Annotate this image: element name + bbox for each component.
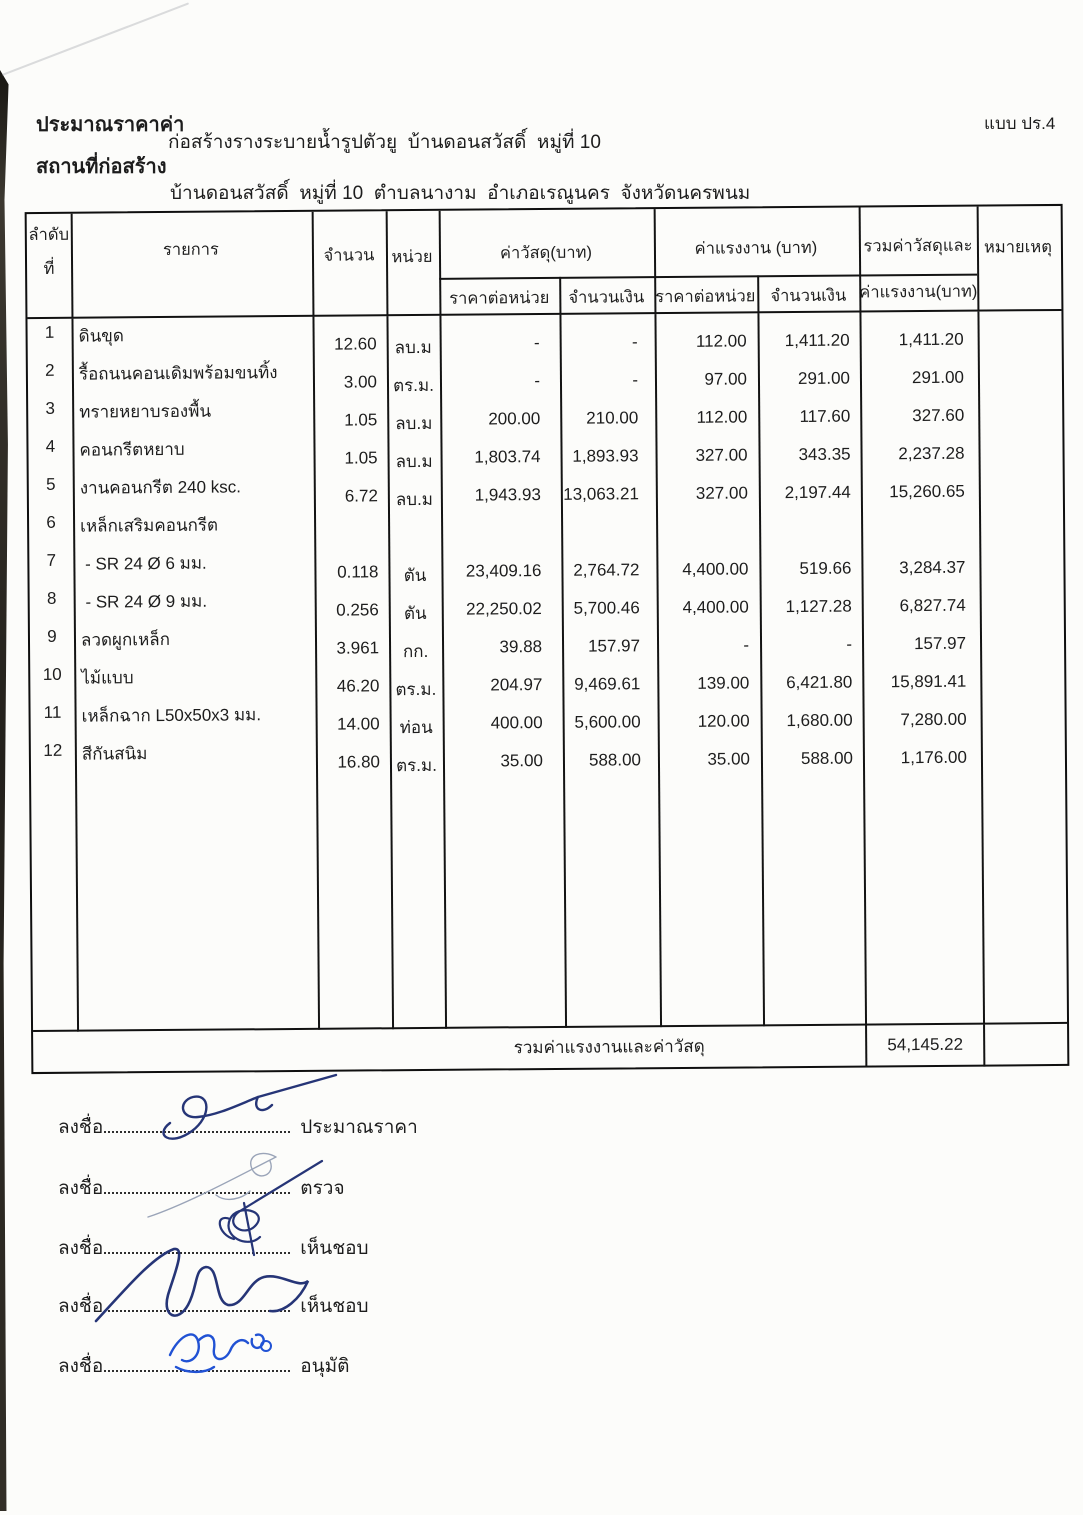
- cell-total: 3,284.37: [899, 557, 966, 578]
- cell-mat_amt: 2,764.72: [573, 560, 640, 580]
- cell-note: [979, 465, 1063, 504]
- cell-mat_unit: 39.88: [499, 637, 543, 657]
- signature-dotted-line: [104, 1189, 290, 1194]
- cell-mat_unit: 22,250.02: [466, 599, 542, 619]
- cell-item: - SR 24 Ø 6 มม.: [80, 553, 207, 574]
- cell-no: 12: [43, 740, 63, 760]
- cell-note: [978, 389, 1062, 428]
- cell-unit: ลบ.ม: [395, 413, 433, 434]
- header-material-unit-price: ราคาต่อหน่วย: [449, 288, 550, 308]
- grand-total-note: [983, 1024, 1067, 1067]
- cell-total: 291.00: [911, 367, 965, 388]
- cell-no: 2: [45, 360, 55, 380]
- cell-item: - SR 24 Ø 9 มม.: [80, 591, 208, 612]
- table-row: [31, 731, 1065, 777]
- cell-no: 10: [42, 664, 62, 684]
- location-label: สถานที่ก่อสร้าง: [36, 156, 167, 178]
- cell-note: [980, 579, 1064, 618]
- cell-lab_amt: 343.35: [798, 444, 851, 465]
- cell-total: 7,280.00: [900, 709, 967, 730]
- estimate-table: [25, 204, 1070, 1074]
- cell-no: 11: [43, 702, 62, 722]
- cell-lab_amt: 588.00: [800, 748, 854, 769]
- cell-mat_amt: 157.97: [587, 636, 641, 656]
- cell-note: [981, 731, 1065, 770]
- cell-note: [979, 503, 1063, 542]
- cell-mat_amt: -: [631, 332, 638, 352]
- signature-role: อนุมัติ: [300, 1356, 350, 1377]
- cell-note: [978, 351, 1062, 390]
- cell-no: 9: [47, 626, 57, 646]
- cell-note: [978, 427, 1062, 466]
- cell-lab_amt: 6,421.80: [786, 672, 853, 693]
- cell-lab_unit: 112.00: [695, 331, 747, 351]
- cell-lab_unit: 327.00: [695, 445, 748, 465]
- cell-unit: [388, 508, 441, 546]
- signature-line: [58, 1112, 418, 1142]
- table-column-line: [757, 275, 759, 313]
- cell-mat_amt: 5,600.00: [574, 712, 641, 732]
- project-label: ประมาณราคาค่า: [36, 114, 185, 136]
- header-material-group: ค่าวัสดุ(บาท): [499, 243, 593, 263]
- cell-unit: ลบ.ม: [394, 337, 432, 358]
- cell-mat_unit: 400.00: [490, 713, 543, 733]
- header-labor-amount: จำนวนเงิน: [770, 286, 847, 306]
- signature-dotted-line: [104, 1249, 290, 1254]
- cell-mat_amt: [561, 506, 656, 545]
- cell-mat_unit: 1,803.74: [474, 447, 541, 467]
- cell-mat_amt: 13,063.21: [563, 484, 639, 504]
- cell-lab_amt: 1,127.28: [785, 596, 852, 617]
- table-footer: [33, 1024, 1067, 1074]
- cell-mat_unit: -: [534, 371, 541, 391]
- signature-role: เห็นชอบ: [300, 1296, 369, 1317]
- cell-item: รื้อถนนคอนเดิมพร้อมขนทิ้ง: [78, 363, 278, 384]
- cell-lab_unit: 4,400.00: [682, 559, 749, 579]
- cell-total: 1,176.00: [900, 747, 968, 768]
- cell-mat_amt: 5,700.46: [573, 598, 640, 618]
- cell-total: 6,827.74: [899, 595, 966, 616]
- cell-lab_unit: 4,400.00: [682, 597, 749, 617]
- table-column-line: [559, 277, 561, 315]
- signature-dotted-line: [104, 1367, 290, 1372]
- cell-total: 157.97: [913, 633, 967, 654]
- cell-no: 7: [46, 550, 57, 570]
- cell-mat_unit: 200.00: [488, 409, 541, 429]
- signature-line: [58, 1233, 369, 1263]
- cell-lab_unit: 120.00: [697, 711, 750, 731]
- cell-mat_unit: 1,943.93: [474, 485, 541, 505]
- signature-role: เห็นชอบ: [300, 1238, 369, 1259]
- signature-prefix: ลงชื่อ: [58, 1178, 104, 1199]
- cell-qty: [314, 508, 388, 547]
- cell-note: [977, 313, 1061, 352]
- cell-mat_unit: [441, 507, 561, 546]
- cell-item: ดินขุด: [78, 326, 125, 346]
- cell-lab_amt: 117.60: [799, 406, 851, 427]
- cell-item: ทรายหยาบรองพื้น: [79, 401, 212, 422]
- cell-unit: ตร.ม.: [393, 375, 434, 396]
- cell-no: 5: [45, 474, 56, 494]
- cell-item: ลวดผูกเหล็ก: [80, 629, 171, 650]
- table-column-line: [439, 211, 442, 316]
- cell-mat_unit: -: [533, 333, 540, 353]
- cell-qty: 6.72: [344, 486, 378, 506]
- cell-total: 327.60: [912, 405, 965, 426]
- cell-qty: 46.20: [336, 676, 380, 696]
- cell-no: 4: [45, 436, 56, 456]
- cell-no: 3: [45, 398, 55, 418]
- header-qty: จำนวน: [323, 246, 375, 265]
- signature-role: ตรวจ: [300, 1178, 345, 1199]
- header-item: รายการ: [162, 240, 219, 260]
- header-labor-group: ค่าแรงงาน (บาท): [694, 238, 818, 258]
- cell-unit: กก.: [402, 641, 429, 662]
- cell-item: คอนกรีตหยาบ: [79, 439, 185, 460]
- signature-line: [58, 1351, 350, 1381]
- cell-mat_amt: 1,893.93: [572, 446, 639, 466]
- cell-no: 1: [44, 322, 55, 342]
- cell-mat_amt: 588.00: [588, 750, 642, 770]
- cell-lab_amt: 1,680.00: [786, 710, 853, 731]
- header-labor-unit-price: ราคาต่อหน่วย: [655, 287, 756, 307]
- cell-note: [979, 541, 1063, 580]
- signature-role: ประมาณราคา: [300, 1117, 418, 1138]
- cell-unit: ตร.ม.: [395, 755, 437, 776]
- table-column-line: [654, 209, 657, 314]
- cell-lab_unit: 112.00: [696, 407, 748, 427]
- signature-prefix: ลงชื่อ: [58, 1296, 104, 1317]
- scan-streak-artifact: [2, 2, 189, 76]
- cell-qty: 14.00: [337, 714, 380, 734]
- header-note: หมายเหตุ: [983, 238, 1052, 257]
- cell-item: เหล็กเสริมคอนกรีต: [80, 515, 219, 536]
- cell-lab_amt: -: [846, 634, 853, 654]
- cell-qty: 3.00: [343, 372, 378, 392]
- cell-unit: ตร.ม.: [395, 679, 437, 700]
- cell-item: สีกันสนิม: [81, 744, 148, 764]
- table-column-line: [977, 207, 980, 312]
- cell-mat_amt: -: [632, 370, 639, 390]
- cell-qty: 0.256: [336, 600, 379, 620]
- header-no-line2: ที่: [43, 259, 55, 278]
- header-material-amount: จำนวนเงิน: [568, 288, 645, 307]
- cell-no: 8: [46, 588, 57, 608]
- signature-prefix: ลงชื่อ: [58, 1238, 104, 1259]
- cell-item: เหล็กฉาก L50x50x3 มม.: [81, 705, 262, 726]
- project-value: ก่อสร้างรางระบายน้ำรูปตัวยู บ้านดอนสวัสดิ์ หมู่ที่ 10: [168, 132, 601, 153]
- cell-total: [861, 504, 979, 543]
- cell-item: งานคอนกรีต 240 ksc.: [79, 477, 242, 498]
- cell-lab_amt: 291.00: [797, 368, 851, 389]
- cell-total: 15,891.41: [890, 671, 967, 692]
- cell-lab_unit: 97.00: [704, 369, 748, 389]
- cell-qty: 12.60: [334, 334, 377, 354]
- form-code: แบบ ปร.4: [984, 114, 1056, 133]
- cell-lab_amt: 1,411.20: [784, 330, 850, 351]
- cell-total: 15,260.65: [889, 481, 965, 502]
- cell-lab_amt: 2,197.44: [784, 482, 851, 503]
- location-value: บ้านดอนสวัสดิ์ หมู่ที่ 10 ตำบลนางาม อำเภอเรณูนคร จังหวัดนครพนม: [170, 183, 751, 204]
- header-unit: หน่วย: [391, 247, 433, 267]
- cell-lab_unit: [656, 505, 759, 544]
- cell-unit: ตัน: [403, 603, 427, 624]
- cell-qty: 16.80: [337, 752, 381, 772]
- cell-qty: 1.05: [344, 448, 378, 468]
- cell-mat_amt: 9,469.61: [574, 674, 641, 694]
- cell-lab_unit: 139.00: [697, 673, 750, 693]
- cell-qty: 0.118: [337, 562, 379, 582]
- cell-unit: ลบ.ม: [395, 489, 434, 510]
- signature-prefix: ลงชื่อ: [58, 1356, 104, 1377]
- signature-dotted-line: [104, 1128, 290, 1133]
- cell-unit: ตัน: [403, 565, 427, 586]
- signature-line: [58, 1173, 345, 1203]
- grand-total-label: รวมค่าแรงงานและค่าวัสดุ: [513, 1036, 705, 1058]
- cell-total: 1,411.20: [898, 329, 964, 350]
- table-column-line: [386, 211, 389, 316]
- header-total-line1: รวมค่าวัสดุและ: [863, 236, 973, 256]
- cell-lab_unit: -: [743, 635, 750, 655]
- cell-mat_amt: 210.00: [586, 408, 639, 428]
- cell-mat_unit: 35.00: [500, 751, 544, 771]
- cell-total: 2,237.28: [898, 443, 965, 464]
- cell-item: ไม้แบบ: [81, 668, 134, 688]
- grand-total-value: 54,145.22: [865, 1025, 983, 1068]
- cell-note: [980, 693, 1064, 732]
- cell-unit: ท่อน: [399, 717, 433, 738]
- table-body: [27, 311, 1067, 1032]
- table-column-line: [859, 208, 862, 313]
- scan-edge-artifact: [0, 70, 9, 1511]
- cell-note: [980, 655, 1064, 694]
- cell-unit: ลบ.ม: [395, 451, 433, 472]
- signature-dotted-line: [104, 1307, 290, 1312]
- cell-lab_amt: 519.66: [799, 558, 852, 579]
- cell-mat_unit: 204.97: [490, 675, 543, 695]
- cell-lab_unit: 327.00: [695, 483, 748, 503]
- table-column-line: [71, 214, 74, 319]
- cell-mat_unit: 23,409.16: [465, 561, 542, 581]
- signature-line: [58, 1291, 369, 1321]
- cell-lab_amt: [759, 505, 861, 544]
- cell-note: [980, 617, 1064, 656]
- signature-prefix: ลงชื่อ: [58, 1117, 104, 1138]
- cell-qty: 1.05: [344, 410, 378, 430]
- header-no-line1: ลำดับ: [28, 225, 70, 245]
- table-header: [27, 206, 1062, 319]
- cell-qty: 3.961: [336, 638, 380, 658]
- table-column-line: [312, 212, 315, 317]
- header-total-line2: ค่าแรงงาน(บาท): [859, 282, 978, 302]
- cell-no: 6: [46, 512, 56, 532]
- signature-ink-approver-flourish: [261, 1341, 271, 1351]
- cell-lab_unit: 35.00: [707, 749, 751, 769]
